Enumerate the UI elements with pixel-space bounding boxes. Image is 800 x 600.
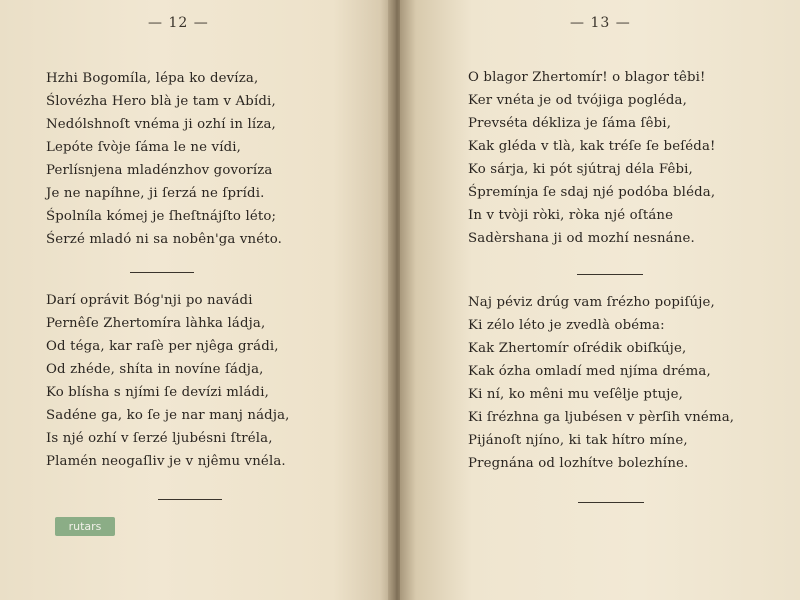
- page-number-right: — 13 —: [570, 15, 631, 31]
- verse-line: Kak ózha omladí med njíma dréma,: [468, 364, 711, 379]
- verse-line: Od téga, kar raſè per njêga grádi,: [46, 339, 279, 354]
- verse-line: O blagor Zhertomír! o blagor têbi!: [468, 70, 706, 85]
- verse-line: Hzhi Bogomíla, lépa ko devíza,: [46, 71, 259, 86]
- verse-line: Ki ní, ko mêni mu veſêlje ptuje,: [468, 387, 683, 402]
- verse-line: Sadèrshana ji od mozhí nesnáne.: [468, 231, 695, 246]
- verse-line: Ki zélo léto je zvedlà obéma:: [468, 318, 665, 333]
- verse-line: Ki ſrézhna ga ljubésen v pèrſih vnéma,: [468, 410, 735, 425]
- verse-line: Pernêſe Zhertomíra làhka ládja,: [46, 316, 266, 331]
- verse-line: Naj péviz drúg vam ſrézho popiſúje,: [468, 295, 715, 310]
- verse-line: Pijánoſt njíno, ki tak hítro míne,: [468, 433, 688, 448]
- verse-line: Śpremínja ſe sdaj njé podóba bléda,: [468, 185, 716, 200]
- stanza-left-1: [46, 67, 282, 251]
- verse-line: Nedólshnoſt vnéma ji ozhí in líza,: [46, 117, 276, 132]
- verse-line: Ko sárja, ki pót sjútraj déla Fêbi,: [468, 162, 693, 177]
- verse-line: Ker vnéta je od tvójiga pogléda,: [468, 93, 687, 108]
- verse-line: Śerzé mladó ni sa nobên'ga vnéto.: [46, 232, 283, 247]
- page-number-left: — 12 —: [148, 15, 209, 31]
- left-page: [0, 0, 392, 600]
- verse-line: Perlísnjena mladénzhov govoríza: [46, 163, 273, 178]
- verse-line: Pregnána od lozhítve bolezhíne.: [468, 456, 689, 471]
- verse-line: Lepóte ſvòje ſáma le ne vídi,: [46, 140, 242, 155]
- stanza-right-2: [468, 291, 734, 475]
- stanza-divider: [130, 272, 194, 273]
- verse-line: Śpolníla kómej je ſheſtnájſto léto;: [46, 209, 277, 224]
- verse-line: Kak gléda v tlà, kak tréſe ſe beſéda!: [468, 139, 716, 154]
- verse-line: Prevséta dékliza je ſáma ſêbi,: [468, 116, 672, 131]
- verse-line: Je ne napíhne, ji ſerzá ne ſprídi.: [46, 186, 265, 201]
- stanza-divider: [158, 499, 222, 500]
- watermark-text: rutars: [68, 520, 102, 533]
- verse-line: Sadéne ga, ko ſe je nar manj nádja,: [46, 408, 290, 423]
- verse-line: Od zhéde, shíta in novíne ſádja,: [46, 362, 264, 377]
- verse-line: Kak Zhertomír oſrédik obiſkúje,: [468, 341, 687, 356]
- verse-line: Darí oprávit Bóg'nji po navádi: [46, 293, 253, 308]
- verse-line: Ślovézha Hero blà je tam v Abídi,: [46, 94, 276, 109]
- stanza-right-1: [468, 66, 716, 250]
- right-page: [400, 0, 800, 600]
- verse-line: Is njé ozhí v ſerzé ljubésni ſtréla,: [46, 431, 273, 446]
- watermark-logo: [55, 517, 115, 536]
- verse-line: Ko blísha s njími ſe devízi mládi,: [46, 385, 269, 400]
- stanza-left-2: [46, 289, 290, 473]
- stanza-divider: [578, 502, 644, 503]
- verse-line: Plamén neogaſliv je v njêmu vnéla.: [46, 454, 286, 469]
- stanza-divider: [577, 274, 643, 275]
- verse-line: In v tvòji ròki, ròka njé oſtáne: [468, 208, 674, 223]
